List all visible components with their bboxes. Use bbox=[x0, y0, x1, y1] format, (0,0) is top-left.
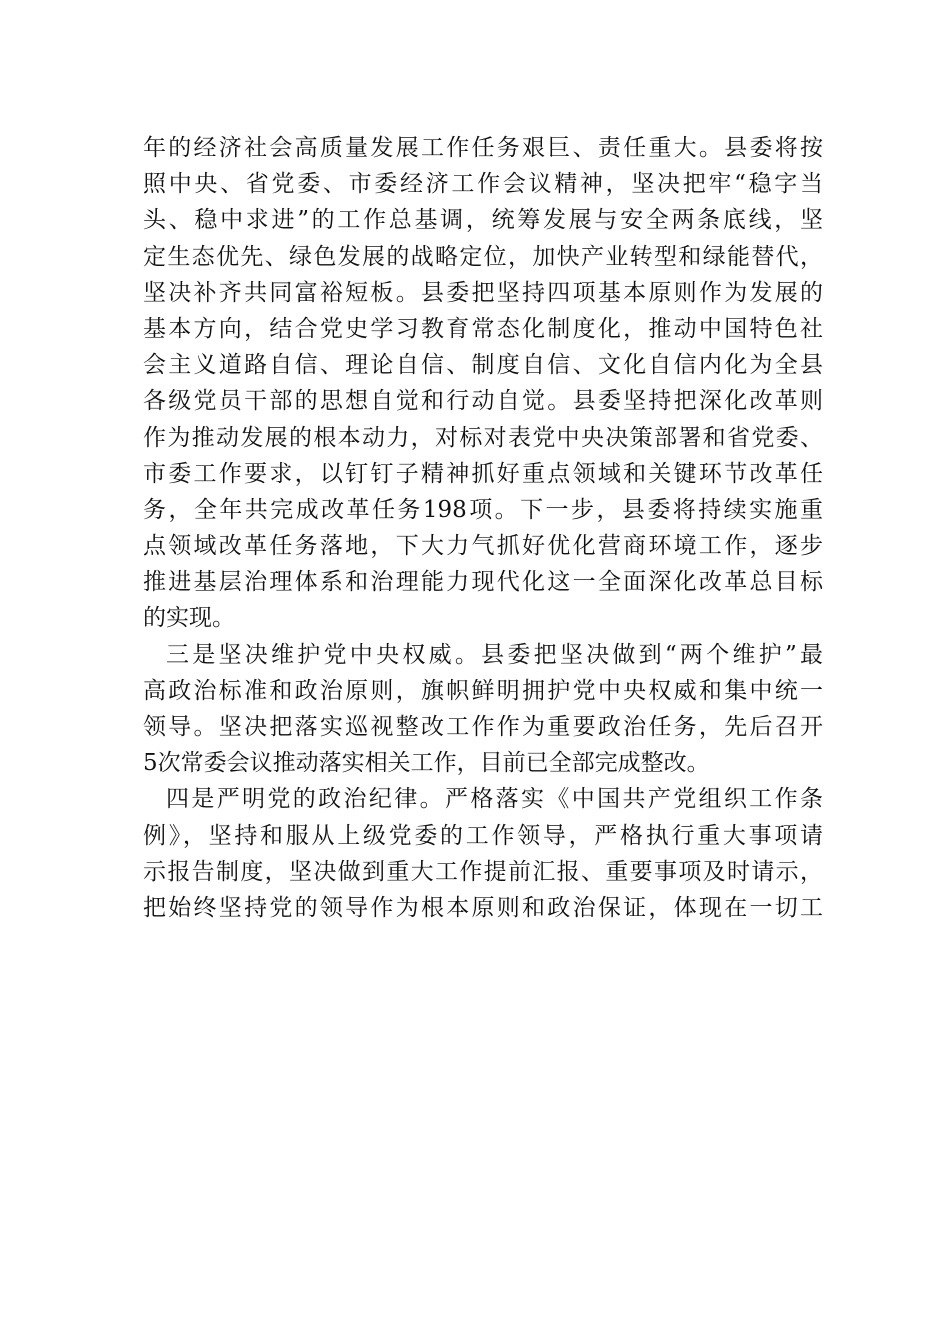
text-line: 例》，坚持和服从上级党委的工作领导，严格执行重大事项请 bbox=[143, 822, 823, 849]
text-line: 照中央、省党委、市委经济工作会议精神，坚决把牢“稳字当 bbox=[143, 171, 823, 198]
text-line: 基本方向，结合党史学习教育常态化制度化，推动中国特色社 bbox=[143, 315, 823, 342]
text-line: 定生态优先、绿色发展的战略定位，加快产业转型和绿能替代， bbox=[143, 243, 823, 270]
text-line: 各级党员干部的思想自觉和行动自觉。县委坚持把深化改革则 bbox=[143, 388, 823, 415]
text-line: 三是坚决维护党中央权威。县委把坚决做到“两个维护”最 bbox=[166, 641, 823, 668]
paragraph-3 bbox=[143, 781, 823, 926]
text-line: 会主义道路自信、理论自信、制度自信、文化自信内化为全县 bbox=[143, 352, 823, 379]
text-line: 5次常委会议推动落实相关工作，目前已全部完成整改。 bbox=[143, 750, 710, 777]
text-line: 务，全年共完成改革任务198项。下一步，县委将持续实施重 bbox=[143, 496, 823, 523]
text-line: 年的经济社会高质量发展工作任务艰巨、责任重大。县委将按 bbox=[143, 135, 823, 161]
text-line: 坚决补齐共同富裕短板。县委把坚持四项基本原则作为发展的 bbox=[143, 279, 823, 306]
text-line: 示报告制度，坚决做到重大工作提前汇报、重要事项及时请示， bbox=[143, 858, 823, 885]
paragraph-1 bbox=[143, 130, 823, 637]
text-line: 头、稳中求进”的工作总基调，统筹发展与安全两条底线，坚 bbox=[143, 207, 823, 234]
body-text bbox=[143, 130, 823, 926]
paragraph-2 bbox=[143, 637, 823, 782]
text-line: 推进基层治理体系和治理能力现代化这一全面深化改革总目标 bbox=[143, 569, 823, 596]
text-line: 领导。坚决把落实巡视整改工作作为重要政治任务，先后召开 bbox=[143, 714, 823, 740]
text-line: 市委工作要求，以钉钉子精神抓好重点领域和关键环节改革任 bbox=[143, 460, 823, 487]
text-line: 高政治标准和政治原则，旗帜鲜明拥护党中央权威和集中统一 bbox=[143, 677, 823, 704]
text-line: 四是严明党的政治纪律。严格落实《中国共产党组织工作条 bbox=[166, 786, 823, 813]
text-line: 作为推动发展的根本动力，对标对表党中央决策部署和省党委、 bbox=[143, 424, 823, 451]
text-line: 把始终坚持党的领导作为根本原则和政治保证，体现在一切工 bbox=[143, 894, 823, 921]
text-line: 的实现。 bbox=[143, 605, 235, 632]
text-line: 点领域改革任务落地，下大力气抓好优化营商环境工作，逐步 bbox=[143, 533, 823, 560]
